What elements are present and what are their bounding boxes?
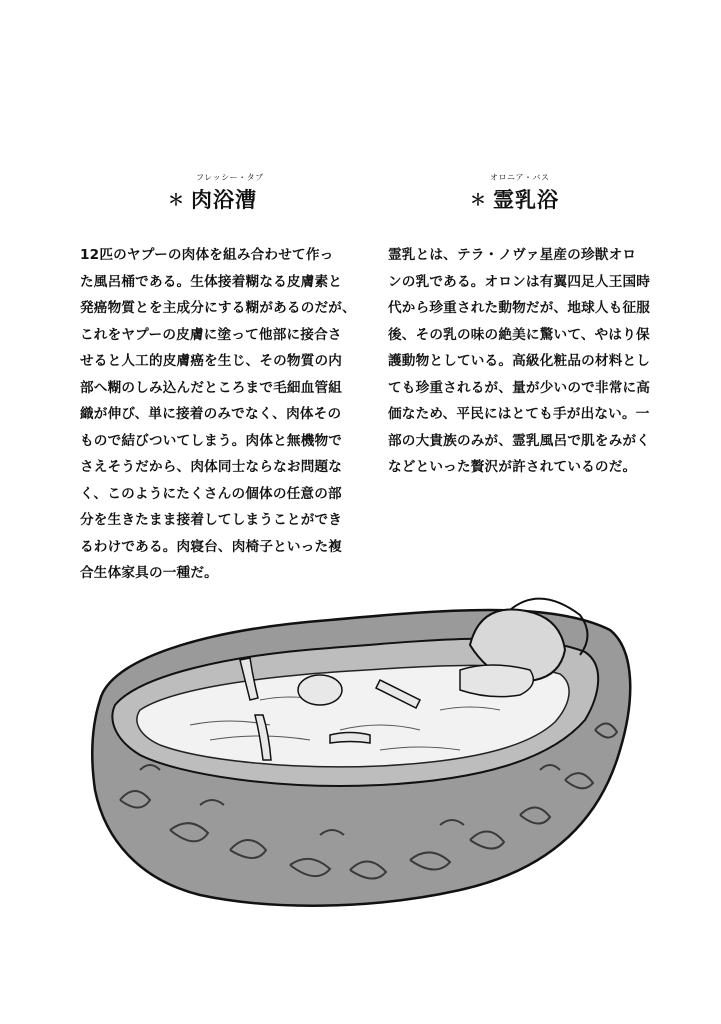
left-body [80,242,362,587]
body-line: 織が伸び、単に接着のみでなく、肉体その [80,406,342,422]
body-line: く、このようにたくさんの個体の任意の部 [80,485,342,502]
left-entry-heading [80,172,362,212]
right-entry-heading [388,172,670,212]
body-line: 部へ糊のしみ込んだところまで毛細血管組 [80,379,343,396]
right-title-ruby: オロニア・バス [490,173,550,182]
body-line: 発癌物質とを主成分にする糊があるのだが、 [80,300,356,316]
bathtub-illustration [80,590,640,920]
body-line: るわけである。肉寝台、肉椅子といった複 [80,538,343,555]
bathtub-drawing [80,590,640,920]
body-line: 後、その乳の味の絶美に驚いて、やはり保 [388,326,650,343]
body-line: 霊乳とは、テラ・ノヴァ星産の珍獣オロ [388,247,637,263]
body-line: 部の大貴族のみが、霊乳風呂で肌をみがく [388,432,651,449]
body-line: 合生体家具の一種だ。 [80,565,218,581]
body-line: 護動物としている。高級化粧品の材料とし [388,353,651,369]
body-line: 12匹のヤプーの肉体を組み合わせて作っ [80,247,334,263]
body-line: もので結びついてしまう。肉体と無機物で [80,432,343,449]
body-line: ンの乳である。オロンは有翼四足人王国時 [388,273,651,290]
right-title [470,184,559,214]
body-line: ても珍重されるが、量が少いので非常に高 [388,379,651,396]
left-title-ruby: フレッシー・タブ [196,173,264,182]
right-asterisk: ＊ [470,190,488,209]
body-line: 分を生きたまま接着してしまうことができ [80,512,343,528]
left-asterisk: ＊ [168,190,186,209]
body-line: などといった贅沢が許されているのだ。 [388,459,637,475]
left-entry [80,172,362,581]
body-line: 価なため、平民にはとても手が出ない。一 [388,406,650,422]
body-line: せると人工的皮膚癌を生じ、その物質の内 [80,353,343,369]
body-line: さえそうだから、肉体同士ならなお問題な [80,459,343,475]
right-title-text: 霊乳浴 [493,188,560,212]
right-entry [388,172,670,475]
body-line: た風呂桶である。生体接着糊なる皮膚素と [80,273,343,290]
body-line: 代から珍重された動物だが、地球人も征服 [388,300,651,316]
right-body [388,242,670,481]
left-title-text: 肉浴漕 [191,188,258,212]
left-title [168,184,257,214]
body-line: これをヤプーの皮膚に塗って他部に接合さ [80,326,342,343]
